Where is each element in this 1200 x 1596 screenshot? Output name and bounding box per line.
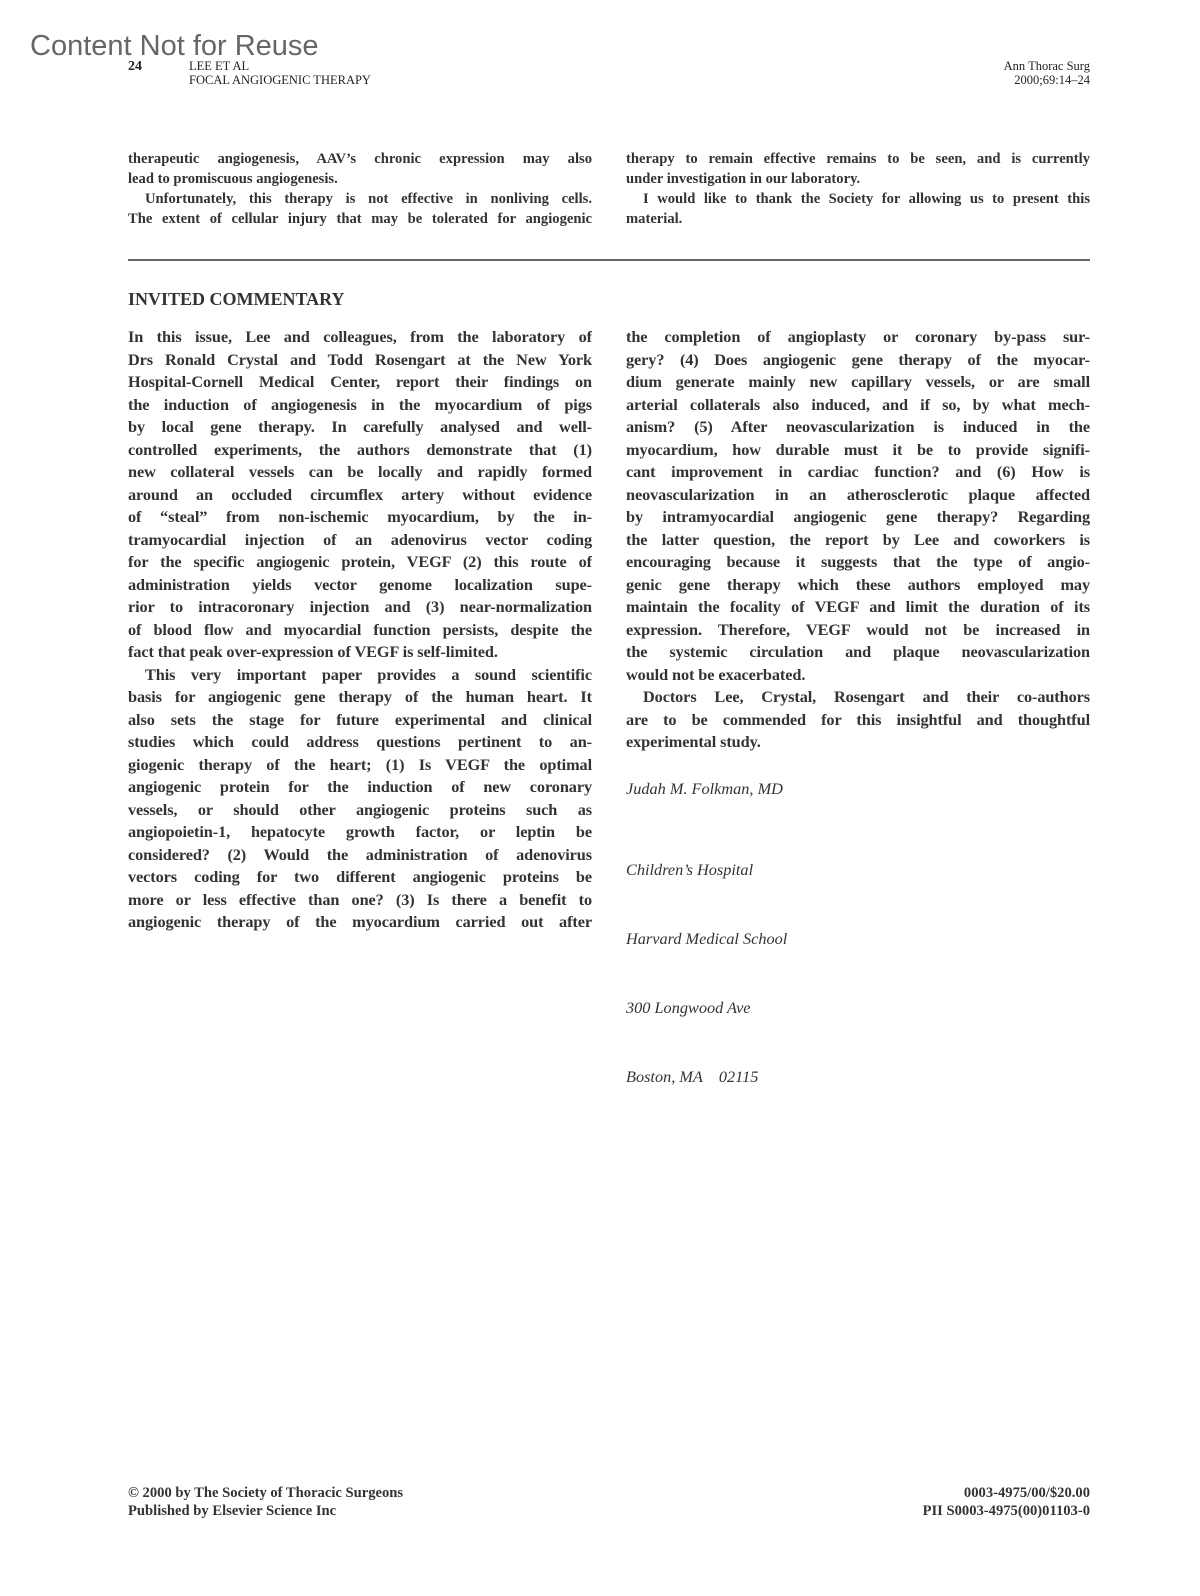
author-affiliation [626,812,787,1134]
copyright: © 2000 by The Society of Thoracic Surgeons [128,1485,404,1501]
text-line: giogenic therapy of the heart; (1) Is VEGF the optimal [128,754,592,774]
text-line: Unfortunately, this therapy is not effective in nonliving cells. [145,191,592,207]
text-line: material. [626,211,683,227]
commentary-right-column [626,326,1090,754]
text-line: are to be commended for this insightful and thoughtful [626,709,1090,729]
text-line: administration yields vector genome localization supe- [128,574,592,594]
text-line: basis for angiogenic gene therapy of the human heart. It [128,687,592,706]
affiliation-line: Children’s Hospital [626,860,754,879]
text-line: of “steal” from non-ischemic myocardium, by the in- [128,507,592,526]
section-heading: INVITED COMMENTARY [128,289,345,309]
affiliation-line: 300 Longwood Ave [626,998,751,1017]
text-line: angiopoietin-1, hepatocyte growth factor, or leptin be [128,822,592,841]
text-line: studies which could address questions pertinent to an- [128,732,592,751]
text-line: lead to promiscuous angiogenesis. [128,171,338,187]
running-title-topic: FOCAL ANGIOGENIC THERAPY [189,73,371,87]
text-line: arterial collaterals also induced, and if so, by what mech- [626,394,1090,414]
top-right-column [626,149,1090,229]
text-line: angiogenic protein for the induction of new coronary [128,777,592,796]
text-line: angiogenic therapy of the myocardium carried out after [128,912,592,931]
text-line: also sets the stage for future experimental and clinical [128,709,592,729]
text-line: for the specific angiogenic protein, VEGF (2) this route of [128,552,592,571]
text-line: neovascularization in an atherosclerotic plaque affected [626,484,1090,504]
text-line: dium generate mainly new capillary vessels, or are small [626,372,1090,391]
text-line: In this issue, Lee and colleagues, from the laboratory of [128,327,592,346]
page-number: 24 [128,59,142,74]
text-line: vectors coding for two different angiogenic proteins be [128,867,592,886]
text-line: more or less effective than one? (3) Is there a benefit to [128,889,592,909]
text-line: under investigation in our laboratory. [626,171,861,187]
running-title [189,59,371,87]
text-line: myocardium, how durable must it be to provide signifi- [626,439,1090,459]
commentary-left-column [128,326,592,934]
text-line: the systemic circulation and plaque neovascularization [626,642,1090,661]
text-line: expression. Therefore, VEGF would not be increased in [626,619,1090,639]
text-line: gery? (4) Does angiogenic gene therapy of the myocar- [626,349,1090,369]
text-line: cant improvement in cardiac function? and (6) How is [626,462,1090,481]
text-line: vessels, or should other angiogenic proteins such as [128,799,592,819]
text-line: considered? (2) Would the administration of adenovirus [128,844,592,864]
watermark: Content Not for Reuse [30,30,319,62]
text-line: therapy to remain effective remains to be seen, and is currently [626,151,1090,167]
journal-citation: 2000;69:14–24 [1014,73,1090,87]
text-line: new collateral vessels can be locally and rapidly formed [128,462,592,481]
text-line: The extent of cellular injury that may be tolerated for angiogenic [128,211,592,227]
text-line: the latter question, the report by Lee and coworkers is [626,529,1090,549]
journal-name: Ann Thorac Surg [1003,59,1090,73]
text-line: rior to intracoronary injection and (3) near-normalization [128,597,592,616]
text-line: anism? (5) After neovascularization is induced in the [626,417,1090,436]
price-code: 0003-4975/00/$20.00 [963,1485,1090,1501]
text-line: around an occluded circumflex artery without evidence [128,484,592,504]
journal-info [1004,59,1090,87]
text-line: encouraging because it suggests that the type of angio- [626,552,1090,571]
text-line: controlled experiments, the authors demonstrate that (1) [128,439,592,459]
footer-left [128,1484,403,1520]
text-line: of blood flow and myocardial function persists, despite the [128,619,592,639]
top-left-column [128,149,592,229]
text-line: tramyocardial injection of an adenovirus vector coding [128,529,592,549]
pii: PII S0003-4975(00)01103-0 [922,1503,1090,1519]
text-line: therapeutic angiogenesis, AAV’s chronic expression may also [128,151,592,167]
text-line: Hospital-Cornell Medical Center, report their findings on [128,372,592,391]
section-divider [128,259,1090,261]
author-signature: Judah M. Folkman, MD [626,779,783,798]
running-title-authors: LEE ET AL [189,59,250,73]
text-line: experimental study. [626,732,761,751]
affiliation-line: Harvard Medical School [626,929,788,948]
text-line: by intramyocardial angiogenic gene therapy? Regarding [626,507,1090,526]
text-line: by local gene therapy. In carefully analysed and well- [128,417,592,436]
text-line: This very important paper provides a sound scientific [145,664,592,684]
text-line: the induction of angiogenesis in the myocardium of pigs [128,394,592,414]
text-line: Doctors Lee, Crystal, Rosengart and their co-authors [643,687,1090,706]
text-line: genic gene therapy which these authors employed may [626,574,1090,594]
text-line: the completion of angioplasty or coronary by-pass sur- [626,327,1090,346]
text-line: Drs Ronald Crystal and Todd Rosengart at the New York [128,349,592,369]
text-line: would not be exacerbated. [626,664,806,684]
text-line: I would like to thank the Society for allowing us to present this [643,191,1090,207]
text-line: maintain the focality of VEGF and limit the duration of its [626,597,1090,616]
publisher: Published by Elsevier Science Inc [128,1503,337,1519]
affiliation-line: Boston, MA 02115 [626,1067,759,1086]
text-line: fact that peak over-expression of VEGF is self-limited. [128,642,498,661]
footer-right [923,1484,1090,1520]
